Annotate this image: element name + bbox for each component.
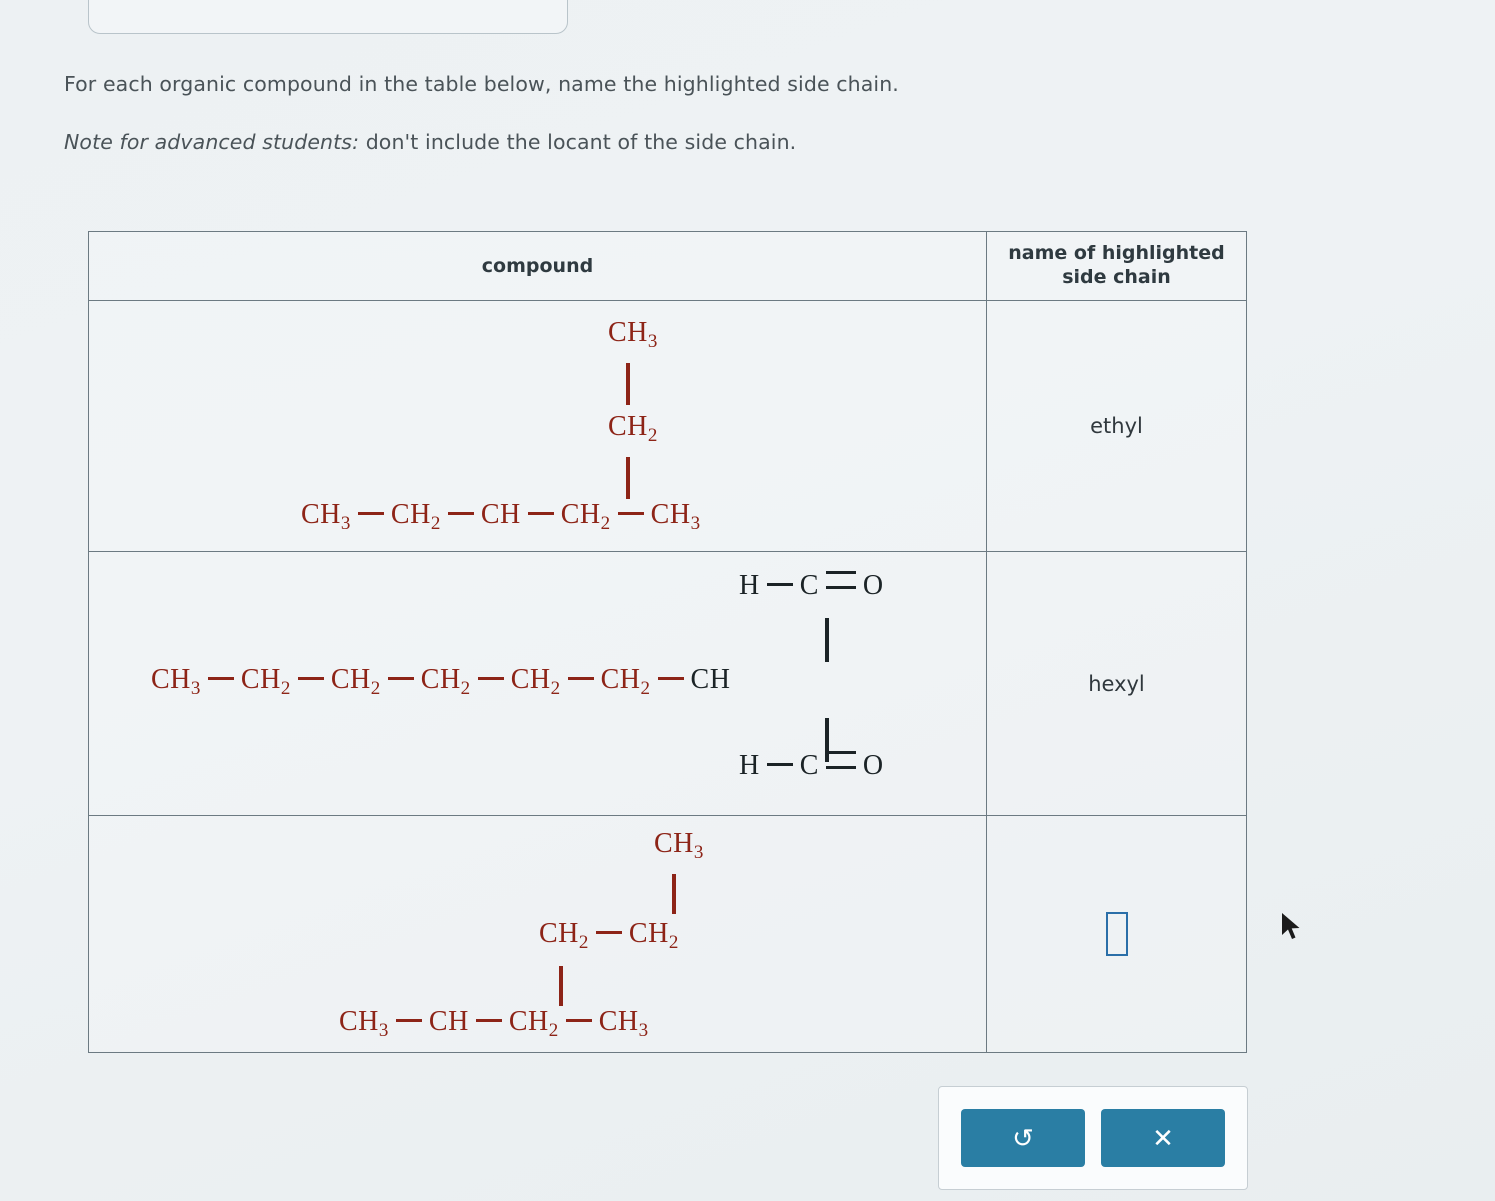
sub: 2 [548, 1020, 559, 1042]
structure3-bond-vertical-1 [672, 874, 676, 914]
header-side-chain-line2: side chain [1062, 266, 1171, 288]
structure1-bond-vertical-1 [626, 363, 630, 405]
compound-structure-2 [89, 552, 987, 816]
bond-icon [208, 677, 234, 680]
bond-icon [396, 1019, 422, 1022]
structure2-top-cho: H C O [739, 570, 884, 601]
sub: 2 [668, 932, 679, 954]
bond-icon [568, 677, 594, 680]
compound-table [88, 231, 1247, 1053]
structure3-top-ch3: $CH_3$ [654, 828, 704, 864]
structure1-backbone: $CH_3$ $CH_2$ CH $CH_2$ $CH_3$ [301, 499, 701, 535]
answer-input-3[interactable] [1106, 912, 1128, 956]
bond-icon [596, 931, 622, 934]
instruction-note-rest: don't include the locant of the side chain. [359, 130, 797, 154]
bond-icon [478, 677, 504, 680]
structure1-top-ch3: $CH_3$ [608, 317, 658, 353]
bond-icon [658, 677, 684, 680]
table-row [89, 816, 1247, 1053]
table-row [89, 301, 1247, 552]
sub: 2 [550, 678, 561, 700]
sub: 2 [578, 932, 589, 954]
bond-icon [358, 512, 384, 515]
bond-icon [767, 583, 793, 586]
bond-icon [618, 512, 644, 515]
structure2-backbone: $CH_3$ $CH_2$ $CH_2$ $CH_2$ $CH_2$ $CH_2$ CH [151, 664, 731, 700]
compound-structure-3 [89, 816, 987, 1053]
bond-icon [298, 677, 324, 680]
structure3-mid: $CH_2$ $CH_2$ [539, 918, 679, 954]
sub: 2 [370, 678, 381, 700]
sub: 2 [280, 678, 291, 700]
structure2-bond-vertical-top [825, 618, 829, 662]
answer-text-1: ethyl [1090, 414, 1143, 438]
sub: 3 [690, 513, 701, 535]
bond-icon [767, 763, 793, 766]
top-panel-fragment [88, 0, 568, 34]
sub: 2 [647, 425, 658, 447]
sub: 2 [600, 513, 611, 535]
close-icon: ✕ [1152, 1122, 1174, 1153]
reset-icon: ↺ [1012, 1122, 1034, 1153]
action-button-panel [938, 1086, 1248, 1190]
sub: 2 [460, 678, 471, 700]
header-compound: compound [89, 232, 987, 301]
answer-text-2: hexyl [1088, 671, 1145, 696]
structure1-bond-vertical-2 [626, 457, 630, 499]
double-bond-icon [826, 751, 856, 769]
compound-structure-1 [89, 301, 987, 552]
structure3-backbone: $CH_3$ CH $CH_2$ $CH_3$ [339, 1006, 649, 1042]
close-button[interactable] [1101, 1109, 1225, 1167]
bond-icon [476, 1019, 502, 1022]
sub: 3 [647, 331, 658, 353]
answer-cell-3[interactable] [987, 816, 1247, 1053]
structure2-bottom-cho: H C O [739, 750, 884, 781]
bond-icon [388, 677, 414, 680]
sub: 3 [190, 678, 201, 700]
bond-icon [528, 512, 554, 515]
instruction-line-2 [64, 130, 796, 154]
sub: 2 [640, 678, 651, 700]
header-side-chain [987, 232, 1247, 301]
header-side-chain-line1: name of highlighted [1008, 242, 1225, 265]
table-header-row [89, 232, 1247, 301]
structure3-bond-vertical-2 [559, 966, 563, 1006]
instruction-note-emphasis: Note for advanced students: [64, 130, 360, 154]
structure1-mid-ch2: $CH_2$ [608, 411, 658, 447]
sub: 2 [430, 513, 441, 535]
reset-button[interactable] [961, 1109, 1085, 1167]
answer-cell-2 [987, 552, 1247, 816]
double-bond-icon [826, 571, 856, 589]
answer-cell-1 [987, 301, 1247, 552]
sub: 3 [693, 842, 704, 864]
sub: 3 [378, 1020, 389, 1042]
bond-icon [448, 512, 474, 515]
structure2-ch: CH [690, 664, 731, 695]
instruction-line-1: For each organic compound in the table below, name the highlighted side chain. [64, 72, 899, 96]
sub: 3 [340, 513, 351, 535]
bond-icon [566, 1019, 592, 1022]
sub: 3 [638, 1020, 649, 1042]
table-row [89, 552, 1247, 816]
